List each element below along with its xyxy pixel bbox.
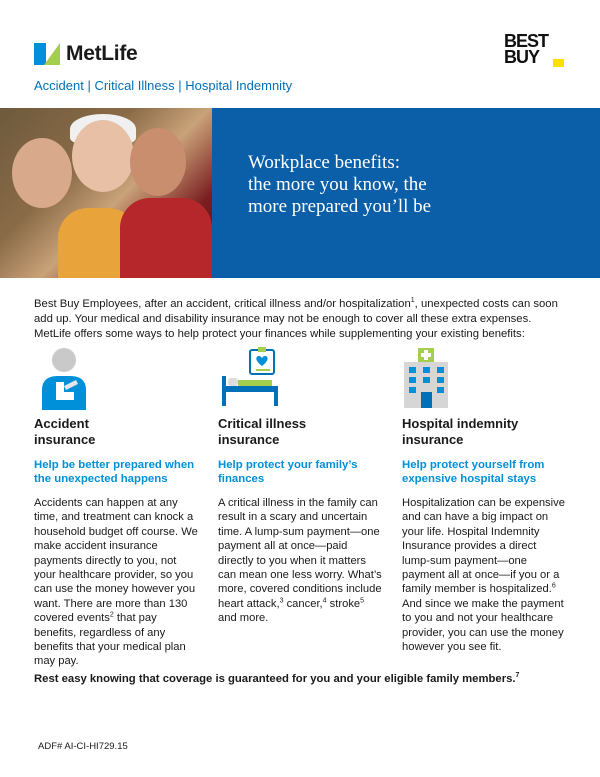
bestbuy-tag-icon: [553, 59, 564, 67]
injured-person-icon: [34, 346, 198, 416]
critical-illness-title: Critical illness insurance: [218, 416, 307, 447]
footnote-ref: 1: [410, 297, 415, 305]
intro-text-2: , unexpected costs can soon add up. Your medical and disability insurance may not be enough to cover all these extra expenses. MetLife offers some ways to help protect your finances while supplementing your existing benefits:: [34, 298, 558, 340]
product-subtitle: Accident | Critical Illness | Hospital Indemnity: [34, 78, 293, 93]
intro-paragraph: [34, 297, 566, 342]
hospital-indemnity-title: Hospital indemnity insurance: [402, 416, 519, 447]
column-hospital-indemnity: [402, 346, 566, 654]
document-code: ADF# AI-CI-HI729.15: [38, 741, 128, 752]
column-critical-illness: [218, 346, 382, 626]
hero-headline: Workplace benefits: the more you know, the more prepared you’ll be: [248, 152, 432, 217]
critical-illness-body: A critical illness in the family can result in a scary and uncertain time. A lump-sum payment—one payment all at once—paid directly to you when it matters can mean one less worry. What’s more, covered conditions include heart attack,$^3$ cancer,$^4$ stroke$^5$ and more.: [218, 497, 382, 625]
metlife-wordmark: MetLife: [66, 42, 138, 65]
hospital-indemnity-body: Hospitalization can be expensive and can have a big impact on your life. Hospital Indemnity Insurance provides a direct lump-sum payment—one payment all at once—if you or a family member is hospitalized.$^6$ And since we make the payment to you and not your healthcare provider, you can use the money however you see fit.: [402, 497, 565, 654]
metlife-mark-icon: [34, 43, 60, 65]
closing-statement: Rest easy knowing that coverage is guaranteed for you and your eligible family members.$^7$: [34, 672, 520, 685]
hospital-bed-monitor-icon: [218, 346, 382, 416]
hospital-indemnity-tagline: Help protect yourself from expensive hospital stays: [402, 459, 545, 485]
hero-banner: [0, 108, 600, 278]
bestbuy-logo-line1: BEST: [504, 31, 549, 51]
accident-body: Accidents can happen at any time, and treatment can knock a household budget off course. We make accident insurance payments directly to you, not your healthcare provider, so you can use the money however you want. There are more than 130 covered events$^2$ that pay benefits, regardless of any benefits that your medical plan may pay.: [34, 497, 198, 668]
critical-illness-tagline: Help protect your family’s finances: [218, 459, 358, 485]
family-photo: [0, 108, 212, 278]
intro-text-1: Best Buy Employees, after an accident, critical illness and/or hospitalization: [34, 298, 411, 310]
accident-title: Accident insurance: [34, 416, 96, 447]
column-accident: [34, 346, 198, 669]
accident-tagline: Help be better prepared when the unexpected happens: [34, 459, 195, 485]
bestbuy-logo: [504, 33, 562, 65]
metlife-logo: [34, 42, 137, 66]
hospital-building-icon: [402, 346, 566, 416]
bestbuy-logo-line2: BUY: [504, 47, 540, 67]
